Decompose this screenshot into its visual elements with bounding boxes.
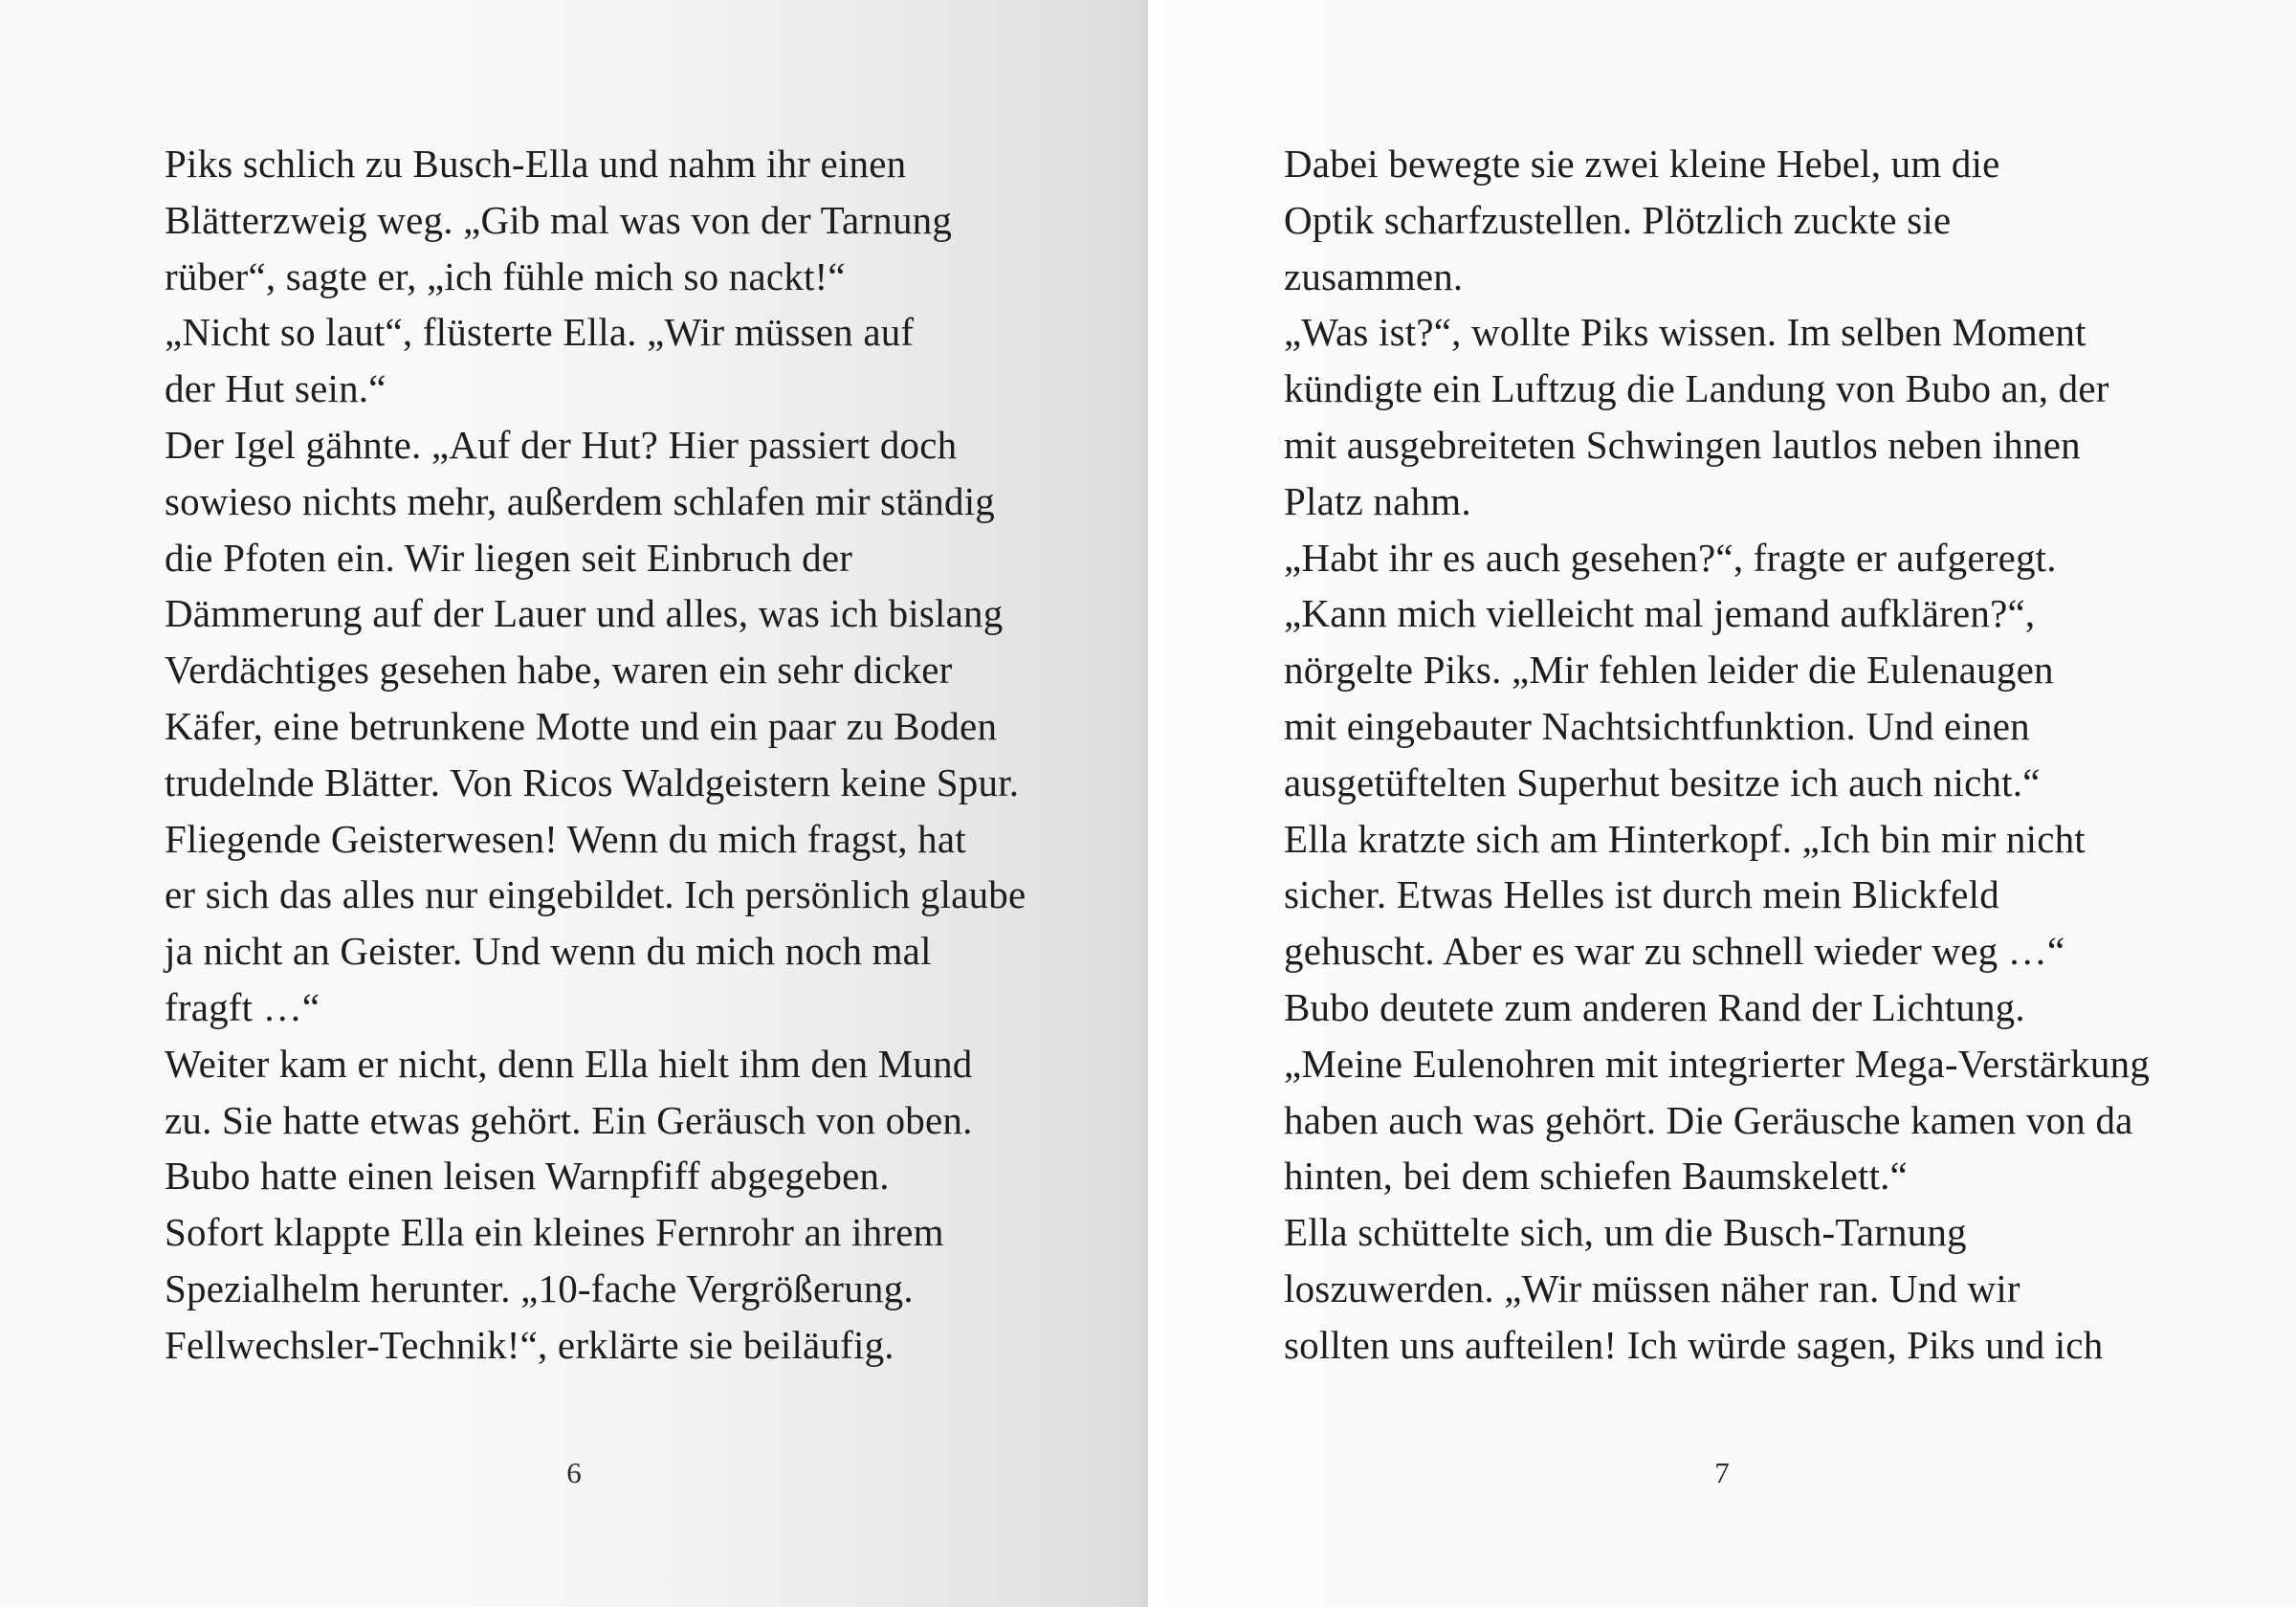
text-line: Bubo deutete zum anderen Rand der Lichtung. [1284,984,2025,1029]
text-line: ausgetüftelten Superhut besitze ich auch nicht.“ [1284,759,2041,804]
text-line: ja nicht an Geister. Und wenn du mich noch mal [165,929,932,974]
text-line: trudelnde Blätter. Von Ricos Waldgeistern keine Spur. [165,759,1020,804]
page-right-number: 7 [1714,1456,1730,1489]
text-line: gehuscht. Aber es war zu schnell wieder weg …“ [1284,929,2065,974]
text-line: Fellwechsler-Technik!“, erklärte sie beiläufig. [165,1322,894,1367]
text-line: sollten uns aufteilen! Ich würde sagen, Piks und ich [1284,1322,2104,1367]
text-line: Weiter kam er nicht, denn Ella hielt ihm den Mund [165,1041,973,1086]
text-line: Blätterzweig weg. „Gib mal was von der Tarnung [165,197,953,242]
page-right [1148,0,2296,1607]
text-line: „Meine Eulenohren mit integrierter Mega-Verstärkung [1284,1041,2151,1086]
text-line: rüber“, sagte er, „ich fühle mich so nackt!“ [165,253,846,298]
text-line: Piks schlich zu Busch-Ella und nahm ihr einen [165,142,907,186]
text-line: mit eingebauter Nachtsichtfunktion. Und einen [1284,703,2030,748]
text-line: haben auch was gehört. Die Geräusche kamen von da [1284,1097,2133,1142]
text-line: er sich das alles nur eingebildet. Ich persönlich glaube [165,872,1027,917]
text-line: Sofort klappte Ella ein kleines Fernrohr an ihrem [165,1210,944,1255]
text-line: Verdächtiges gesehen habe, waren ein sehr dicker [165,648,953,693]
text-line: sicher. Etwas Helles ist durch mein Blickfeld [1284,872,1999,917]
text-line: zusammen. [1284,253,1464,298]
text-line: Fliegende Geisterwesen! Wenn du mich fragst, hat [165,816,966,861]
page-left-number: 6 [566,1456,582,1489]
text-line: Spezialhelm herunter. „10-fache Vergrößerung. [165,1266,914,1310]
text-line: Käfer, eine betrunkene Motte und ein paar zu Boden [165,703,998,748]
text-line: Dämmerung auf der Lauer und alles, was ich bislang [165,591,1004,636]
text-line: fragft …“ [165,984,320,1029]
text-line: „Was ist?“, wollte Piks wissen. Im selben Moment [1284,310,2086,355]
text-line: mit ausgebreiteten Schwingen lautlos neben ihnen [1284,422,2081,467]
text-line: Optik scharfzustellen. Plötzlich zuckte sie [1284,197,1952,242]
text-line: „Nicht so laut“, flüsterte Ella. „Wir müssen auf [165,310,915,355]
text-line: Der Igel gähnte. „Auf der Hut? Hier passiert doch [165,422,958,467]
text-line: zu. Sie hatte etwas gehört. Ein Geräusch von oben. [165,1097,973,1142]
text-line: sowieso nichts mehr, außerdem schlafen mir ständig [165,478,995,523]
text-line: der Hut sein.“ [165,366,386,411]
text-line: Ella schüttelte sich, um die Busch-Tarnung [1284,1210,1967,1255]
page-right-text [1284,136,2202,1374]
text-line: Ella kratzte sich am Hinterkopf. „Ich bin mir nicht [1284,816,2086,861]
text-line: nörgelte Piks. „Mir fehlen leider die Eulenaugen [1284,648,2054,693]
text-line: Bubo hatte einen leisen Warnpfiff abgegeben. [165,1154,890,1199]
text-line: Dabei bewegte sie zwei kleine Hebel, um die [1284,142,2000,186]
text-line: Platz nahm. [1284,478,1471,523]
text-line: „Habt ihr es auch gesehen?“, fragte er aufgeregt. [1284,535,2057,580]
text-line: loszuwerden. „Wir müssen näher ran. Und wir [1284,1266,2020,1310]
page-left-text [165,136,1054,1374]
text-line: hinten, bei dem schiefen Baumskelett.“ [1284,1154,1909,1199]
text-line: kündigte ein Luftzug die Landung von Bubo an, der [1284,366,2109,411]
text-line: die Pfoten ein. Wir liegen seit Einbruch der [165,535,853,580]
text-line: „Kann mich vielleicht mal jemand aufklären?“, [1284,591,2036,636]
